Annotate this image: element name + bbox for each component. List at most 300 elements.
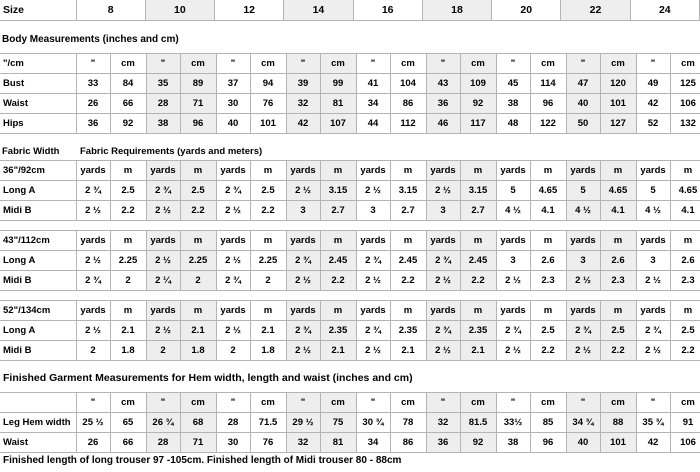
table-cell: yards (286, 231, 320, 251)
table-cell: 2.1 (390, 341, 426, 361)
table-cell: cm (180, 393, 216, 413)
table-cell: 88 (600, 413, 636, 433)
size-label: Size (0, 0, 76, 21)
table-cell: 2.25 (180, 251, 216, 271)
row-label (0, 393, 76, 413)
garment-measurements-title: Finished Garment Measurements for Hem width, length and waist (inches and cm) (3, 372, 413, 384)
row-label: Waist (0, 433, 76, 453)
row-label: Waist (0, 94, 76, 114)
table-cell: 26 (76, 433, 110, 453)
fabric-units-row (0, 161, 700, 181)
table-cell: 2.2 (390, 271, 426, 291)
table-cell: yards (286, 301, 320, 321)
table-cell: 99 (320, 74, 356, 94)
row-label: 43"/112cm (0, 231, 76, 251)
table-cell: 76 (250, 94, 286, 114)
table-cell: 2 ¾ (216, 271, 250, 291)
table-cell: 5 (566, 181, 600, 201)
table-cell: " (76, 393, 110, 413)
table-cell: m (600, 161, 636, 181)
table-cell: 117 (460, 114, 496, 134)
table-cell: cm (460, 54, 496, 74)
table-cell: 76 (250, 433, 286, 453)
table-cell: 2.7 (460, 201, 496, 221)
table-cell: 2 ½ (216, 321, 250, 341)
table-cell: 2 ½ (496, 341, 530, 361)
table-cell: m (390, 161, 426, 181)
fabric-row (0, 341, 700, 361)
row-label: 36"/92cm (0, 161, 76, 181)
table-cell: " (636, 54, 670, 74)
table-cell: 3 (636, 251, 670, 271)
table-cell: 3 (566, 251, 600, 271)
table-cell: " (636, 393, 670, 413)
table-cell: 3.15 (460, 181, 496, 201)
table-cell: m (110, 161, 146, 181)
table-cell: " (566, 54, 600, 74)
table-cell: 2.6 (600, 251, 636, 271)
table-cell: yards (566, 301, 600, 321)
size-cell: 20 (492, 0, 561, 21)
table-cell: 2 ¾ (636, 321, 670, 341)
table-cell: cm (460, 393, 496, 413)
table-cell: 3 (286, 201, 320, 221)
table-cell: 2 ½ (356, 271, 390, 291)
table-cell: 71 (180, 94, 216, 114)
table-cell: 89 (180, 74, 216, 94)
table-cell: 3.15 (320, 181, 356, 201)
table-cell: 2 ¾ (146, 181, 180, 201)
table-cell: 2 ½ (426, 271, 460, 291)
table-cell: 2.35 (460, 321, 496, 341)
size-cell: 24 (630, 0, 699, 21)
table-cell: m (670, 301, 700, 321)
table-cell: yards (146, 301, 180, 321)
table-cell: m (460, 231, 496, 251)
table-cell: 2 ¾ (356, 251, 390, 271)
table-cell: " (146, 54, 180, 74)
table-cell: 109 (460, 74, 496, 94)
table-cell: " (496, 54, 530, 74)
table-cell: yards (76, 231, 110, 251)
table-cell: 26 ¾ (146, 413, 180, 433)
table-cell: 50 (566, 114, 600, 134)
table-cell: 104 (390, 74, 426, 94)
table-cell: 92 (460, 433, 496, 453)
table-cell: 2.1 (460, 341, 496, 361)
table-cell: 2 ½ (286, 271, 320, 291)
table-cell: m (600, 231, 636, 251)
table-cell: 84 (110, 74, 146, 94)
table-cell: 132 (670, 114, 700, 134)
table-cell: 30 (216, 433, 250, 453)
table-cell: yards (426, 161, 460, 181)
row-label: Midi B (0, 341, 76, 361)
table-cell: 101 (250, 114, 286, 134)
table-cell: 2.5 (250, 181, 286, 201)
table-cell: yards (566, 231, 600, 251)
table-cell: 2 ½ (496, 271, 530, 291)
table-cell: 75 (320, 413, 356, 433)
size-cell: 10 (145, 0, 214, 21)
table-cell: 101 (600, 433, 636, 453)
table-cell: 2 ½ (76, 251, 110, 271)
size-header-row (0, 0, 700, 21)
table-cell: 2 ½ (426, 341, 460, 361)
table-cell: 2 (110, 271, 146, 291)
table-cell: " (286, 54, 320, 74)
table-cell: 2.1 (250, 321, 286, 341)
table-cell: 101 (600, 94, 636, 114)
table-cell: 71 (180, 433, 216, 453)
table-cell: m (530, 231, 566, 251)
table-cell: cm (390, 54, 426, 74)
table-cell: 86 (390, 94, 426, 114)
table-cell: 2.7 (390, 201, 426, 221)
table-cell: 114 (530, 74, 566, 94)
table-cell: 32 (426, 413, 460, 433)
table-cell: 2.6 (670, 251, 700, 271)
table-cell: 4.65 (530, 181, 566, 201)
table-cell: 36 (426, 433, 460, 453)
table-cell: cm (670, 393, 700, 413)
table-cell: 2 ½ (216, 251, 250, 271)
table-cell: 2 ¾ (286, 251, 320, 271)
table-cell: 2.5 (180, 181, 216, 201)
table-cell: 28 (146, 433, 180, 453)
table-cell: m (110, 301, 146, 321)
table-cell: 65 (110, 413, 146, 433)
table-cell: 34 ¾ (566, 413, 600, 433)
table-cell: 2.2 (250, 201, 286, 221)
table-cell: yards (496, 161, 530, 181)
table-cell: 34 (356, 433, 390, 453)
table-cell: 2.5 (670, 321, 700, 341)
table-cell: 2 ¾ (76, 271, 110, 291)
table-cell: " (426, 54, 460, 74)
table-cell: 85 (530, 413, 566, 433)
table-cell: 2 (76, 341, 110, 361)
fabric-row (0, 201, 700, 221)
table-cell: 2.7 (320, 201, 356, 221)
table-cell: 40 (566, 433, 600, 453)
garment-units-row (0, 393, 700, 413)
table-cell: 40 (566, 94, 600, 114)
table-cell: m (530, 301, 566, 321)
table-cell: m (460, 301, 496, 321)
table-cell: yards (76, 161, 110, 181)
table-cell: 38 (146, 114, 180, 134)
table-cell: 47 (566, 74, 600, 94)
table-cell: yards (216, 161, 250, 181)
row-label: Long A (0, 181, 76, 201)
table-cell: 2 (180, 271, 216, 291)
table-cell: 48 (496, 114, 530, 134)
table-cell: 81 (320, 433, 356, 453)
fabric-table (0, 160, 700, 221)
table-cell: cm (320, 54, 356, 74)
table-cell: 68 (180, 413, 216, 433)
table-cell: 2.25 (110, 251, 146, 271)
garment-row (0, 413, 700, 433)
table-cell: cm (390, 393, 426, 413)
row-label: Long A (0, 251, 76, 271)
table-cell: 35 (146, 74, 180, 94)
row-label: Leg Hem width (0, 413, 76, 433)
table-cell: 26 (76, 94, 110, 114)
table-cell: 36 (426, 94, 460, 114)
finished-length-note: Finished length of long trouser 97 -105cm. Finished length of Midi trouser 80 - 88cm (3, 455, 402, 466)
table-cell: 30 ¾ (356, 413, 390, 433)
table-cell: " (356, 54, 390, 74)
table-cell: 2.5 (110, 181, 146, 201)
table-cell: " (76, 54, 110, 74)
table-cell: 4.1 (600, 201, 636, 221)
table-cell: 3.15 (390, 181, 426, 201)
table-cell: 2.35 (320, 321, 356, 341)
table-cell: 4.65 (600, 181, 636, 201)
table-cell: cm (110, 54, 146, 74)
table-cell: 42 (636, 94, 670, 114)
table-cell: 1.8 (180, 341, 216, 361)
size-cell: 22 (561, 0, 630, 21)
table-cell: 2 (216, 341, 250, 361)
table-cell: 2.3 (530, 271, 566, 291)
table-cell: 4 ½ (636, 201, 670, 221)
table-cell: 2.2 (180, 201, 216, 221)
table-cell: 2.2 (320, 271, 356, 291)
table-cell: 81 (320, 94, 356, 114)
table-cell: yards (356, 301, 390, 321)
table-cell: 2.1 (320, 341, 356, 361)
table-cell: 127 (600, 114, 636, 134)
table-cell: 2 ¾ (286, 321, 320, 341)
table-cell: yards (76, 301, 110, 321)
row-label: Long A (0, 321, 76, 341)
table-cell: " (566, 393, 600, 413)
table-cell: 112 (390, 114, 426, 134)
table-cell: 2 ½ (286, 341, 320, 361)
table-cell: 30 (216, 94, 250, 114)
fabric-units-row (0, 231, 700, 251)
table-cell: " (426, 393, 460, 413)
table-cell: 91 (670, 413, 700, 433)
table-cell: 28 (216, 413, 250, 433)
table-cell: 2 ½ (146, 201, 180, 221)
table-cell: 2 ½ (216, 201, 250, 221)
table-cell: 2 ¾ (216, 181, 250, 201)
table-cell: m (250, 161, 286, 181)
table-cell: m (390, 301, 426, 321)
table-cell: 52 (636, 114, 670, 134)
table-cell: yards (356, 161, 390, 181)
table-cell: 41 (356, 74, 390, 94)
table-cell: 2 ½ (636, 341, 670, 361)
table-cell: 2.2 (670, 341, 700, 361)
table-cell: yards (636, 161, 670, 181)
table-cell: 120 (600, 74, 636, 94)
table-cell: cm (250, 393, 286, 413)
table-cell: yards (426, 231, 460, 251)
table-cell: 122 (530, 114, 566, 134)
table-cell: m (530, 161, 566, 181)
table-cell: 4.1 (670, 201, 700, 221)
table-cell: 28 (146, 94, 180, 114)
table-cell: 34 (356, 94, 390, 114)
table-cell: 2 ½ (566, 271, 600, 291)
table-cell: 106 (670, 433, 700, 453)
table-cell: 36 (76, 114, 110, 134)
table-cell: 2.35 (390, 321, 426, 341)
table-cell: 2.25 (250, 251, 286, 271)
table-cell: 2.3 (670, 271, 700, 291)
table-cell: 96 (180, 114, 216, 134)
table-cell: 42 (636, 433, 670, 453)
table-cell: yards (146, 161, 180, 181)
table-cell: m (670, 161, 700, 181)
fabric-table (0, 300, 700, 361)
table-cell: 42 (286, 114, 320, 134)
table-cell: 45 (496, 74, 530, 94)
table-cell: 2 ½ (286, 181, 320, 201)
table-cell: 4.65 (670, 181, 700, 201)
units-row (0, 54, 700, 74)
table-cell: 32 (286, 433, 320, 453)
table-cell: 66 (110, 433, 146, 453)
table-cell: 2 ½ (566, 341, 600, 361)
table-cell: 43 (426, 74, 460, 94)
size-cell: 14 (284, 0, 353, 21)
table-cell: 96 (530, 94, 566, 114)
table-cell: yards (496, 301, 530, 321)
table-cell: 2.6 (530, 251, 566, 271)
table-cell: 32 (286, 94, 320, 114)
table-cell: m (180, 231, 216, 251)
fabric-row (0, 251, 700, 271)
table-cell: 125 (670, 74, 700, 94)
table-cell: 2.2 (110, 201, 146, 221)
table-cell: 66 (110, 94, 146, 114)
table-cell: 2 (250, 271, 286, 291)
table-cell: 46 (426, 114, 460, 134)
table-cell: yards (636, 231, 670, 251)
table-cell: 4 ½ (566, 201, 600, 221)
table-cell: cm (530, 54, 566, 74)
table-cell: 44 (356, 114, 390, 134)
table-cell: 2.2 (460, 271, 496, 291)
table-cell: yards (426, 301, 460, 321)
table-cell: 2.1 (180, 321, 216, 341)
table-cell: 92 (110, 114, 146, 134)
table-cell: yards (636, 301, 670, 321)
table-cell: 2 ½ (426, 181, 460, 201)
fabric-row (0, 271, 700, 291)
fabric-table (0, 230, 700, 291)
table-cell: 2 ½ (76, 201, 110, 221)
table-cell: 106 (670, 94, 700, 114)
table-cell: 71.5 (250, 413, 286, 433)
table-cell: m (600, 301, 636, 321)
table-cell: yards (216, 301, 250, 321)
garment-row (0, 433, 700, 453)
table-cell: yards (566, 161, 600, 181)
table-cell: m (180, 161, 216, 181)
table-cell: m (250, 301, 286, 321)
table-cell: " (356, 393, 390, 413)
measurement-row (0, 114, 700, 134)
table-cell: yards (496, 231, 530, 251)
table-cell: m (250, 231, 286, 251)
table-cell: 1.8 (110, 341, 146, 361)
table-cell: 3 (356, 201, 390, 221)
table-cell: 96 (530, 433, 566, 453)
size-cell: 8 (76, 0, 145, 21)
table-cell: 2 ½ (636, 271, 670, 291)
table-cell: cm (110, 393, 146, 413)
row-label: Midi B (0, 271, 76, 291)
fabric-requirements-title: Fabric Requirements (yards and meters) (80, 146, 263, 157)
table-cell: cm (600, 393, 636, 413)
table-cell: m (110, 231, 146, 251)
table-cell: 29 ½ (286, 413, 320, 433)
table-cell: 1.8 (250, 341, 286, 361)
table-cell: 2.3 (600, 271, 636, 291)
table-cell: 2 ½ (76, 321, 110, 341)
table-cell: 2 ¾ (76, 181, 110, 201)
table-cell: yards (286, 161, 320, 181)
measurement-row (0, 74, 700, 94)
table-cell: 2.2 (600, 341, 636, 361)
table-cell: 92 (460, 94, 496, 114)
table-cell: 5 (636, 181, 670, 201)
table-cell: 3 (496, 251, 530, 271)
table-cell: 2 ¾ (426, 321, 460, 341)
table-cell: 2 ½ (146, 321, 180, 341)
table-cell: 38 (496, 433, 530, 453)
table-cell: " (286, 393, 320, 413)
row-label: "/cm (0, 54, 76, 74)
table-cell: 86 (390, 433, 426, 453)
table-cell: m (460, 161, 496, 181)
table-cell: 5 (496, 181, 530, 201)
table-cell: 94 (250, 74, 286, 94)
body-measurements-table (0, 53, 700, 134)
table-cell: 2.1 (110, 321, 146, 341)
table-cell: 107 (320, 114, 356, 134)
table-cell: " (216, 54, 250, 74)
table-cell: " (216, 393, 250, 413)
table-cell: 2 ¾ (566, 321, 600, 341)
table-cell: 37 (216, 74, 250, 94)
size-cell: 18 (422, 0, 491, 21)
table-cell: 49 (636, 74, 670, 94)
table-cell: 2 ½ (146, 251, 180, 271)
table-cell: 40 (216, 114, 250, 134)
table-cell: " (146, 393, 180, 413)
fabric-units-row (0, 301, 700, 321)
table-cell: 33 (76, 74, 110, 94)
table-cell: 2 ½ (356, 181, 390, 201)
table-cell: cm (600, 54, 636, 74)
table-cell: 2 ¾ (356, 321, 390, 341)
table-cell: cm (250, 54, 286, 74)
table-cell: 4.1 (530, 201, 566, 221)
table-cell: yards (146, 231, 180, 251)
table-cell: 25 ½ (76, 413, 110, 433)
table-cell: 2 (146, 341, 180, 361)
table-cell: 2.2 (530, 341, 566, 361)
table-cell: 2.5 (600, 321, 636, 341)
